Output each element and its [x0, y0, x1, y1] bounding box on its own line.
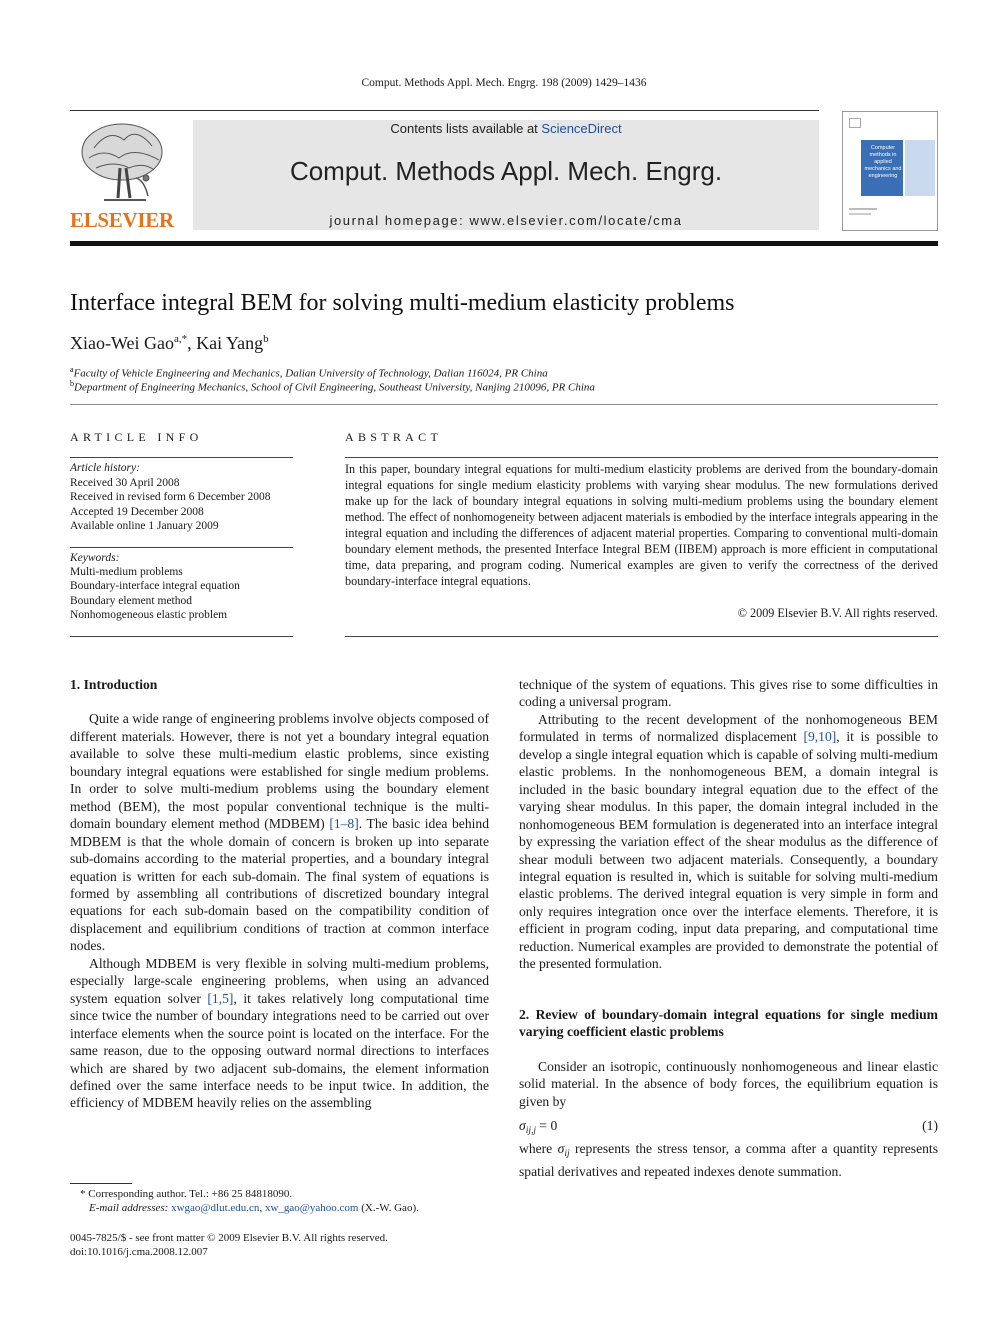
email-note: [70, 1201, 419, 1215]
email-link[interactable]: xw_gao@yahoo.com: [264, 1202, 359, 1214]
paragraph-continued: technique of the system of equations. This gives rise to some difficulties in coding a universal program.: [519, 677, 938, 710]
footnotes: [70, 1187, 419, 1215]
equation-rhs: = 0: [536, 1117, 558, 1133]
keyword: Boundary element method: [70, 594, 192, 607]
doi-line[interactable]: doi:10.1016/j.cma.2008.12.007: [70, 1246, 208, 1258]
paragraph-text: , it takes relatively long computational time since twice the number of boundary integrations need to be carried out over interface elements when the source point is located on the interface. For the same reason, due to the opposing outward normal directions to interfaces which are shared by two adjacent sub-domains, the element information defined over the same interface needs to be input twice. In addition, the efficiency of MDBEM heavily relies on the assembling: [70, 990, 489, 1111]
title-divider: [70, 404, 938, 405]
article-history: [70, 461, 271, 534]
author-list: [70, 333, 269, 354]
stress-symbol: σ: [557, 1140, 565, 1156]
elsevier-tree-icon: [74, 118, 174, 208]
history-label: Article history:: [70, 462, 140, 474]
equation-expression: [519, 1117, 557, 1140]
journal-homepage[interactable]: journal homepage: www.elsevier.com/locate/cma: [329, 213, 683, 228]
keyword: Nonhomogeneous elastic problem: [70, 608, 228, 621]
divider: [70, 457, 293, 458]
history-item: Received 30 April 2008: [70, 476, 180, 489]
paragraph: [70, 955, 489, 1112]
contents-line: [193, 121, 819, 136]
cover-logo-mark: [849, 118, 861, 128]
history-item: Received in revised form 6 December 2008: [70, 491, 271, 503]
publisher-logo[interactable]: [70, 118, 182, 232]
stress-subscript: ij: [564, 1148, 570, 1159]
history-item: Available online 1 January 2009: [70, 520, 219, 532]
citation-link[interactable]: [9,10]: [803, 729, 837, 745]
header-thick-rule: [70, 241, 938, 246]
corresponding-author-note: * Corresponding author. Tel.: +86 25 84818090.: [80, 1188, 293, 1200]
copyright-notice: © 2009 Elsevier B.V. All rights reserved.: [737, 606, 938, 620]
email-label: E-mail addresses:: [89, 1202, 172, 1214]
header-top-rule: [70, 110, 819, 111]
paragraph-text: . The basic idea behind MDBEM is that the whole domain of concern is broken up into separate sub-domains according to the material properties, and a boundary integral equation is written for each sub-domain. The final system of equations is formed by assembling all contributions of discretized boundary integral equations for each sub-domain based on the compatibility condition of displacement and equilibrium conditions of traction at common interface nodes.: [70, 816, 490, 954]
equation-symbol: σ: [519, 1117, 526, 1133]
abstract-text: In this paper, boundary integral equations for multi-medium elasticity problems are derived from the boundary-domain integral equations for single medium elasticity problems with varying shear modulus. The new formulations derived make up for the lack of boundary integral equations in solving multi-medium problems using the boundary element method. The effect of nonhomogeneity between adjacent materials is embodied by the interface integrals appearing in the integral equation and including the differences of adjacent material properties. Comparing to conventional multi-domain boundary element methods, the presented Interface Integral BEM (IIBEM) approach is more efficient in computational time, data preparing, and program coding. Numerical examples are given to verify the correctness of the derived boundary-interface integral equations.: [345, 462, 938, 588]
article-info-heading: ARTICLE INFO: [70, 430, 203, 444]
author-marks[interactable]: a,*: [174, 333, 188, 345]
journal-name: Comput. Methods Appl. Mech. Engrg.: [289, 156, 723, 186]
cover-rule: [849, 208, 877, 210]
issn-line: 0045-7825/$ - see front matter © 2009 Elsevier B.V. All rights reserved.: [70, 1232, 388, 1244]
footnote-rule: [70, 1183, 132, 1184]
journal-header-box: [193, 120, 819, 230]
affiliation-mark: b: [70, 379, 74, 388]
paragraph: [70, 710, 489, 954]
equation-subscript: ij,j: [525, 1125, 537, 1136]
sciencedirect-link[interactable]: ScienceDirect: [541, 121, 622, 136]
divider: [345, 636, 938, 637]
author-separator: ,: [187, 333, 197, 353]
paragraph-text: Quite a wide range of engineering problems involve objects composed of different materials. However, there is not yet a boundary integral equation available to solve these multi-medium elastic problems, since existing boundary integral equations were established for single medium problems. In order to solve multi-medium problems using the boundary element method (BEM), the most popular conventional technique is the multi-domain boundary element method (MDBEM): [70, 711, 489, 832]
affiliation-text: Department of Engineering Mechanics, School of Civil Engineering, Southeast University, Nanjing 210096, PR China: [74, 381, 595, 394]
divider: [70, 636, 293, 637]
body-right-column: [519, 676, 938, 1181]
affiliation-text: Faculty of Vehicle Engineering and Mechanics, Dalian University of Technology, Dalian 116024, PR China: [73, 367, 548, 380]
author-name[interactable]: Xiao-Wei Gao: [70, 333, 175, 353]
journal-citation: Comput. Methods Appl. Mech. Engrg. 198 (2009) 1429–1436: [361, 77, 647, 89]
contents-prefix: Contents lists available at: [390, 121, 542, 136]
cover-rule: [849, 213, 871, 215]
issn-doi-block: [70, 1231, 388, 1259]
body-left-column: [70, 676, 489, 1112]
equation-number: (1): [922, 1117, 938, 1133]
keyword: Multi-medium problems: [70, 566, 183, 579]
author-marks[interactable]: b: [263, 333, 269, 345]
affiliation-mark: a: [70, 365, 74, 374]
citation-link[interactable]: [1–8]: [329, 816, 359, 832]
paragraph: [519, 711, 938, 973]
section-heading: 1. Introduction: [70, 677, 158, 692]
paragraph-text: represents the stress tensor, a comma after a quantity represents spatial derivatives and repeated indexes denote summation.: [519, 1140, 938, 1180]
keywords: [70, 551, 240, 622]
paragraph: Consider an isotropic, continuously nonhomogeneous and linear elastic solid material. In the absence of body forces, the equilibrium equation is given by: [519, 1058, 938, 1109]
paragraph-text: Although MDBEM is very flexible in solving multi-medium problems, especially large-scale engineering problems, when using an advanced system equation solver: [70, 955, 489, 1006]
paper-title: Interface integral BEM for solving multi-medium elasticity problems: [70, 290, 735, 316]
email-suffix: (X.-W. Gao).: [358, 1202, 419, 1214]
equation-1: [519, 1115, 938, 1140]
abstract-heading: ABSTRACT: [345, 430, 443, 444]
divider: [345, 457, 938, 458]
cover-side-panel: [905, 140, 935, 196]
keywords-label: Keywords:: [70, 552, 120, 564]
divider: [70, 547, 293, 548]
journal-cover-thumbnail[interactable]: [842, 111, 938, 231]
email-separator: ,: [259, 1202, 265, 1214]
history-item: Accepted 19 December 2008: [70, 505, 204, 518]
keyword: Boundary-interface integral equation: [70, 580, 240, 593]
affiliation: [70, 365, 548, 380]
publisher-wordmark: ELSEVIER: [70, 208, 174, 232]
paragraph-text: , it is possible to develop a single integral equation which is capable of solving multi-medium elastic problems. In the nonhomogeneous BEM, a domain integral is included in the basic boundary integral equation due to the effect of the varying shear modulus. In this paper, the domain integral included in the nonhomogeneous BEM formulation is degenerated into an interface integral by expressing the variation effect of the shear modulus as the difference of shear moduli between two adjacent materials. Consequently, a boundary integral equation is resulted in, which is suitable for solving multi-medium elastic problems. The derived integral equation is very simple in form and only requires integration once over the interface elements. Therefore, it is efficient in program coding, input data preparing, and computational time reduction. Numerical examples are provided to demonstrate the potential of the presented formulation.: [519, 729, 938, 972]
cover-title: Computer methods in applied mechanics and engineering: [864, 145, 902, 179]
paragraph: [519, 1140, 938, 1181]
section-heading: 2. Review of boundary-domain integral equations for single medium varying coefficient elastic problems: [519, 1006, 938, 1040]
paragraph-text: Attributing to the recent development of the nonhomogeneous BEM formulated in terms of normalized displacement: [519, 711, 938, 745]
author-name[interactable]: Kai Yang: [196, 333, 264, 353]
affiliation: [70, 379, 595, 394]
email-link[interactable]: xwgao@dlut.edu.cn: [171, 1202, 260, 1214]
citation-link[interactable]: [1,5]: [207, 990, 234, 1006]
paragraph-text: where: [519, 1140, 558, 1156]
